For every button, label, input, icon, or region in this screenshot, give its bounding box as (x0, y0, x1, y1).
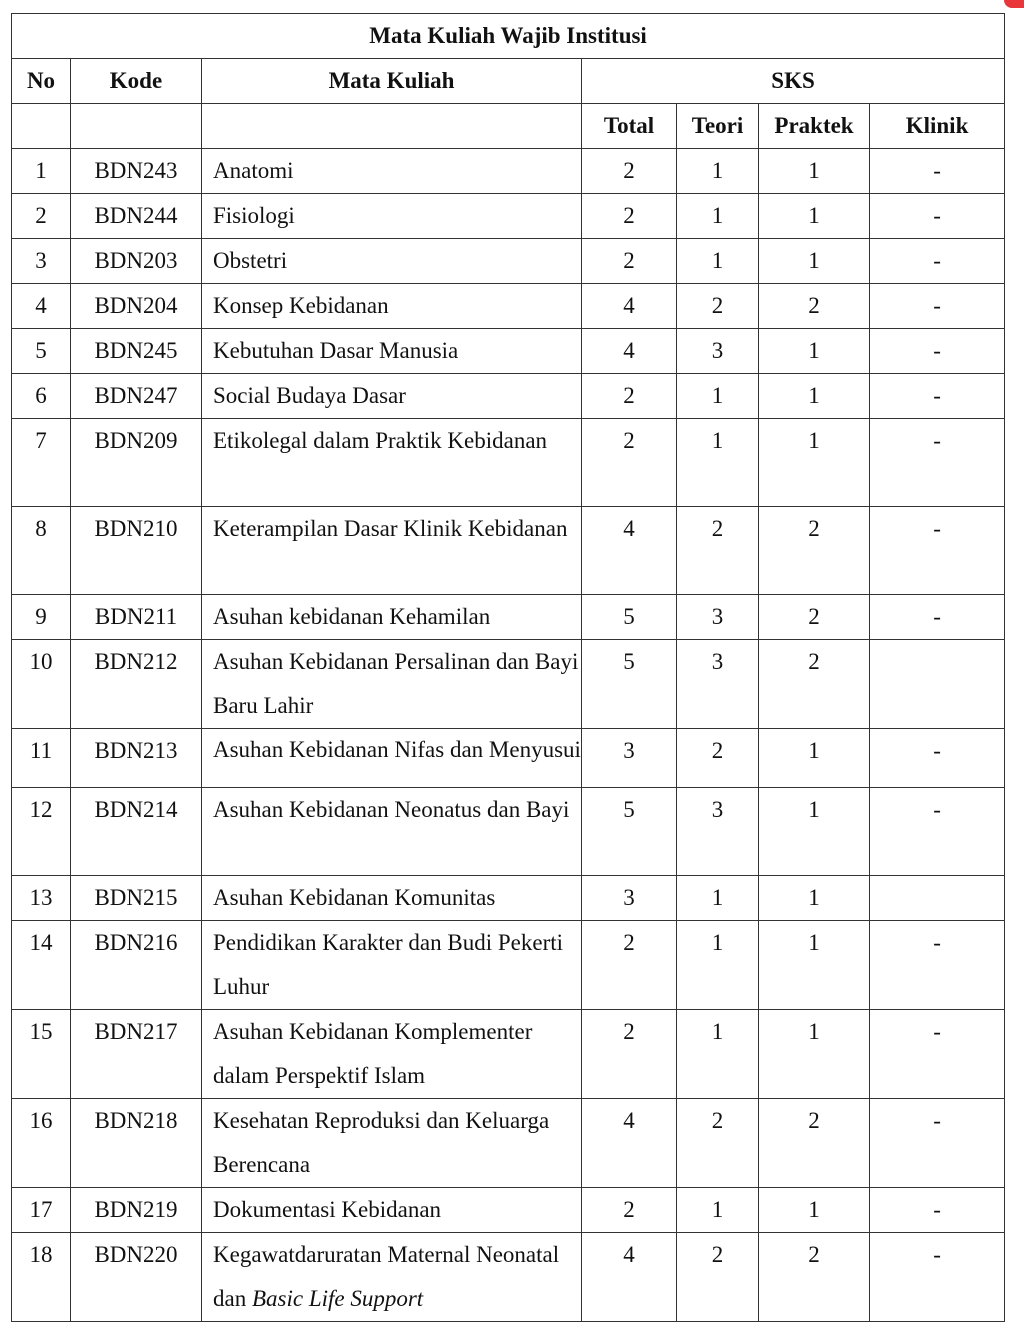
cell-kode: BDN211 (71, 595, 202, 640)
cell-praktek: 2 (759, 507, 870, 595)
cell-no: 9 (12, 595, 71, 640)
cell-mata-kuliah (202, 1233, 582, 1322)
cell-teori: 1 (677, 1010, 759, 1099)
table-row (12, 1233, 1005, 1322)
cell-teori: 1 (677, 239, 759, 284)
cell-klinik: - (870, 1188, 1005, 1233)
cell-klinik: - (870, 239, 1005, 284)
cell-total: 4 (582, 1233, 677, 1322)
cell-praktek: 1 (759, 788, 870, 876)
cell-praktek: 1 (759, 194, 870, 239)
cell-klinik: - (870, 149, 1005, 194)
cell-klinik: - (870, 374, 1005, 419)
cell-total: 2 (582, 1010, 677, 1099)
table-row (12, 595, 1005, 640)
table-row (12, 729, 1005, 788)
cell-klinik: - (870, 1010, 1005, 1099)
cell-no: 6 (12, 374, 71, 419)
header-mata-kuliah: Mata Kuliah (202, 59, 582, 104)
cell-klinik (870, 876, 1005, 921)
cell-kode: BDN220 (71, 1233, 202, 1322)
table-row (12, 194, 1005, 239)
cell-klinik: - (870, 788, 1005, 876)
table-row (12, 1099, 1005, 1188)
cell-praktek: 2 (759, 284, 870, 329)
cell-teori: 1 (677, 149, 759, 194)
cell-mata-kuliah: Asuhan Kebidanan Nifas dan Menyusui (202, 729, 582, 788)
cell-no: 18 (12, 1233, 71, 1322)
cell-praktek: 2 (759, 640, 870, 729)
cell-kode: BDN216 (71, 921, 202, 1010)
cell-klinik: - (870, 284, 1005, 329)
table-row (12, 921, 1005, 1010)
course-table (11, 13, 1005, 1322)
header-sks: SKS (582, 59, 1005, 104)
cell-teori: 3 (677, 595, 759, 640)
cell-mata-kuliah: Kesehatan Reproduksi dan Keluarga Berencana (202, 1099, 582, 1188)
cell-teori: 1 (677, 374, 759, 419)
cell-klinik: - (870, 419, 1005, 507)
cell-mata-kuliah: Asuhan kebidanan Kehamilan (202, 595, 582, 640)
cell-klinik: - (870, 329, 1005, 374)
cell-teori: 1 (677, 921, 759, 1010)
cell-praktek: 1 (759, 729, 870, 788)
cell-no: 15 (12, 1010, 71, 1099)
header-no: No (12, 59, 71, 104)
cell-mata-kuliah: Obstetri (202, 239, 582, 284)
cell-praktek: 1 (759, 239, 870, 284)
cell-no: 4 (12, 284, 71, 329)
cell-kode: BDN219 (71, 1188, 202, 1233)
table-row (12, 876, 1005, 921)
cell-total: 3 (582, 876, 677, 921)
header-kode: Kode (71, 59, 202, 104)
cell-mata-kuliah: Asuhan Kebidanan Neonatus dan Bayi (202, 788, 582, 876)
cell-kode: BDN204 (71, 284, 202, 329)
cell-teori: 2 (677, 507, 759, 595)
cell-total: 2 (582, 194, 677, 239)
cell-no: 3 (12, 239, 71, 284)
cell-mata-kuliah: Asuhan Kebidanan Komplementer dalam Perspektif Islam (202, 1010, 582, 1099)
cell-mata-kuliah: Dokumentasi Kebidanan (202, 1188, 582, 1233)
cell-no: 16 (12, 1099, 71, 1188)
cell-praktek: 2 (759, 1233, 870, 1322)
table-row (12, 1188, 1005, 1233)
cell-no: 10 (12, 640, 71, 729)
table-row (12, 284, 1005, 329)
cell-mata-kuliah: Konsep Kebidanan (202, 284, 582, 329)
cell-kode: BDN215 (71, 876, 202, 921)
cell-mata-kuliah: Pendidikan Karakter dan Budi Pekerti Luhur (202, 921, 582, 1010)
cell-kode: BDN243 (71, 149, 202, 194)
cell-total: 4 (582, 329, 677, 374)
cell-no: 12 (12, 788, 71, 876)
cell-total: 2 (582, 1188, 677, 1233)
cell-total: 2 (582, 921, 677, 1010)
table-row (12, 239, 1005, 284)
cell-teori: 1 (677, 1188, 759, 1233)
cell-kode: BDN209 (71, 419, 202, 507)
cell-teori: 2 (677, 1233, 759, 1322)
table-row (12, 507, 1005, 595)
cell-klinik: - (870, 595, 1005, 640)
cell-total: 2 (582, 149, 677, 194)
cell-no: 13 (12, 876, 71, 921)
cell-no: 17 (12, 1188, 71, 1233)
cell-mata-kuliah: Social Budaya Dasar (202, 374, 582, 419)
header-klinik: Klinik (870, 104, 1005, 149)
cell-praktek: 2 (759, 595, 870, 640)
cell-klinik: - (870, 507, 1005, 595)
table-row (12, 640, 1005, 729)
cell-praktek: 1 (759, 1188, 870, 1233)
cell-kode: BDN212 (71, 640, 202, 729)
cell-no: 1 (12, 149, 71, 194)
cell-mata-kuliah: Keterampilan Dasar Klinik Kebidanan (202, 507, 582, 595)
cell-teori: 2 (677, 1099, 759, 1188)
table-row (12, 419, 1005, 507)
cell-no: 2 (12, 194, 71, 239)
cell-praktek: 1 (759, 876, 870, 921)
cell-praktek: 1 (759, 374, 870, 419)
cell-kode: BDN217 (71, 1010, 202, 1099)
cell-teori: 1 (677, 194, 759, 239)
cell-kode: BDN214 (71, 788, 202, 876)
cell-kode: BDN244 (71, 194, 202, 239)
cell-mata-kuliah: Asuhan Kebidanan Komunitas (202, 876, 582, 921)
cell-kode: BDN210 (71, 507, 202, 595)
cell-kode: BDN247 (71, 374, 202, 419)
table-row (12, 788, 1005, 876)
cell-klinik: - (870, 921, 1005, 1010)
table-row (12, 1010, 1005, 1099)
cell-klinik: - (870, 1099, 1005, 1188)
cell-kode: BDN218 (71, 1099, 202, 1188)
cell-teori: 3 (677, 640, 759, 729)
cell-mata-kuliah: Anatomi (202, 149, 582, 194)
cell-mata-kuliah: Fisiologi (202, 194, 582, 239)
table-row (12, 329, 1005, 374)
cell-total: 4 (582, 1099, 677, 1188)
cell-praktek: 1 (759, 921, 870, 1010)
course-name-text: Kegawatdaruratan Maternal Neonatal dan (213, 1242, 560, 1311)
header-empty (71, 104, 202, 149)
corner-accent (1004, 0, 1024, 8)
cell-total: 2 (582, 374, 677, 419)
cell-no: 8 (12, 507, 71, 595)
cell-teori: 2 (677, 284, 759, 329)
header-praktek: Praktek (759, 104, 870, 149)
header-teori: Teori (677, 104, 759, 149)
cell-total: 2 (582, 419, 677, 507)
cell-no: 5 (12, 329, 71, 374)
cell-total: 3 (582, 729, 677, 788)
cell-klinik: - (870, 1233, 1005, 1322)
cell-klinik: - (870, 729, 1005, 788)
cell-kode: BDN203 (71, 239, 202, 284)
cell-teori: 3 (677, 329, 759, 374)
cell-teori: 3 (677, 788, 759, 876)
cell-total: 4 (582, 284, 677, 329)
cell-praktek: 1 (759, 149, 870, 194)
course-name-italic: Basic Life Support (251, 1286, 424, 1311)
cell-klinik: - (870, 194, 1005, 239)
cell-mata-kuliah: Etikolegal dalam Praktik Kebidanan (202, 419, 582, 507)
cell-total: 5 (582, 595, 677, 640)
cell-teori: 1 (677, 419, 759, 507)
header-empty (202, 104, 582, 149)
cell-praktek: 1 (759, 1010, 870, 1099)
cell-praktek: 1 (759, 329, 870, 374)
cell-mata-kuliah: Asuhan Kebidanan Persalinan dan Bayi Baru Lahir (202, 640, 582, 729)
cell-klinik (870, 640, 1005, 729)
cell-total: 5 (582, 788, 677, 876)
header-empty (12, 104, 71, 149)
cell-praktek: 1 (759, 419, 870, 507)
cell-teori: 1 (677, 876, 759, 921)
table-row (12, 374, 1005, 419)
header-total: Total (582, 104, 677, 149)
cell-no: 14 (12, 921, 71, 1010)
cell-teori: 2 (677, 729, 759, 788)
cell-no: 11 (12, 729, 71, 788)
cell-mata-kuliah: Kebutuhan Dasar Manusia (202, 329, 582, 374)
table-title: Mata Kuliah Wajib Institusi (12, 14, 1005, 59)
cell-total: 4 (582, 507, 677, 595)
cell-no: 7 (12, 419, 71, 507)
cell-kode: BDN213 (71, 729, 202, 788)
cell-kode: BDN245 (71, 329, 202, 374)
cell-total: 2 (582, 239, 677, 284)
cell-total: 5 (582, 640, 677, 729)
table-row (12, 149, 1005, 194)
cell-praktek: 2 (759, 1099, 870, 1188)
